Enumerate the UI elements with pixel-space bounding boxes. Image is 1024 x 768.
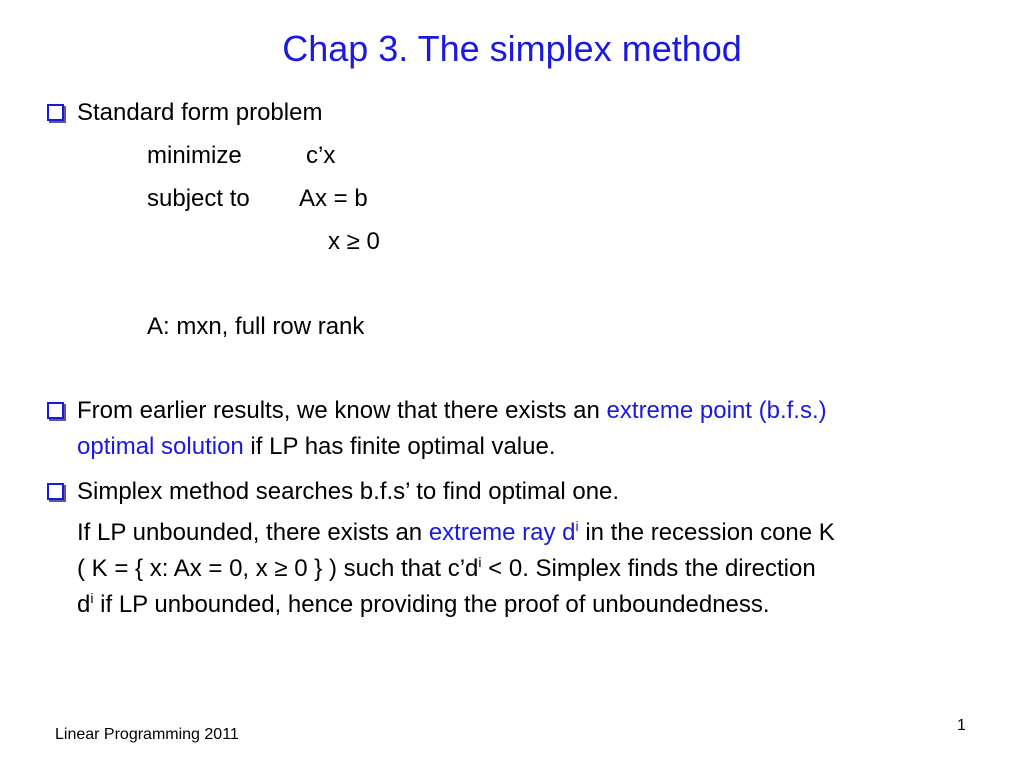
checkbox-bullet-icon <box>47 402 64 419</box>
matrix-note: A: mxn, full row rank <box>147 313 365 340</box>
extreme-point-highlight: extreme point (b.f.s.) <box>606 397 827 424</box>
footer-course-label: Linear Programming 2011 <box>55 726 239 743</box>
bullet2-line2-text: if LP has finite optimal value. <box>243 433 556 460</box>
paragraph-line3 <box>77 590 770 620</box>
paragraph-line2-text: ( K = { x: Ax = 0, x ≥ 0 } ) such that c’d <box>77 555 479 582</box>
equality-constraint: Ax = b <box>299 185 368 212</box>
optimal-solution-highlight: optimal solution <box>77 433 244 460</box>
paragraph-line3-rest: if LP unbounded, hence providing the proof of unboundedness. <box>93 591 770 618</box>
page-number: 1 <box>957 717 966 734</box>
paragraph-line2-rest: < 0. Simplex finds the direction <box>481 555 816 582</box>
bullet2-line1 <box>77 396 827 426</box>
bullet2-line2 <box>77 432 556 462</box>
checkbox-bullet-icon <box>47 104 64 121</box>
nonnegativity-constraint: x ≥ 0 <box>328 228 380 255</box>
bullet2-line1-text: From earlier results, we know that there exists an <box>77 397 607 424</box>
extreme-ray-highlight <box>429 519 579 546</box>
paragraph-line2 <box>77 554 816 584</box>
objective-expression: c’x <box>306 142 336 169</box>
slide-title: Chap 3. The simplex method <box>282 28 742 69</box>
extreme-ray-text: extreme ray d <box>428 519 576 546</box>
paragraph-line1-rest: in the recession cone K <box>578 519 835 546</box>
paragraph-line1-text: If LP unbounded, there exists an <box>77 519 429 546</box>
superscript-i: i <box>90 590 94 606</box>
paragraph-line3-text: d <box>77 591 91 618</box>
paragraph-line1 <box>77 518 835 548</box>
checkbox-bullet-icon <box>47 483 64 500</box>
superscript-i: i <box>478 554 482 570</box>
standard-form-heading: Standard form problem <box>77 99 323 126</box>
minimize-label: minimize <box>147 142 242 169</box>
superscript-i: i <box>575 518 579 534</box>
subject-to-label: subject to <box>147 185 250 212</box>
bullet3-text: Simplex method searches b.f.s’ to find optimal one. <box>77 478 620 505</box>
